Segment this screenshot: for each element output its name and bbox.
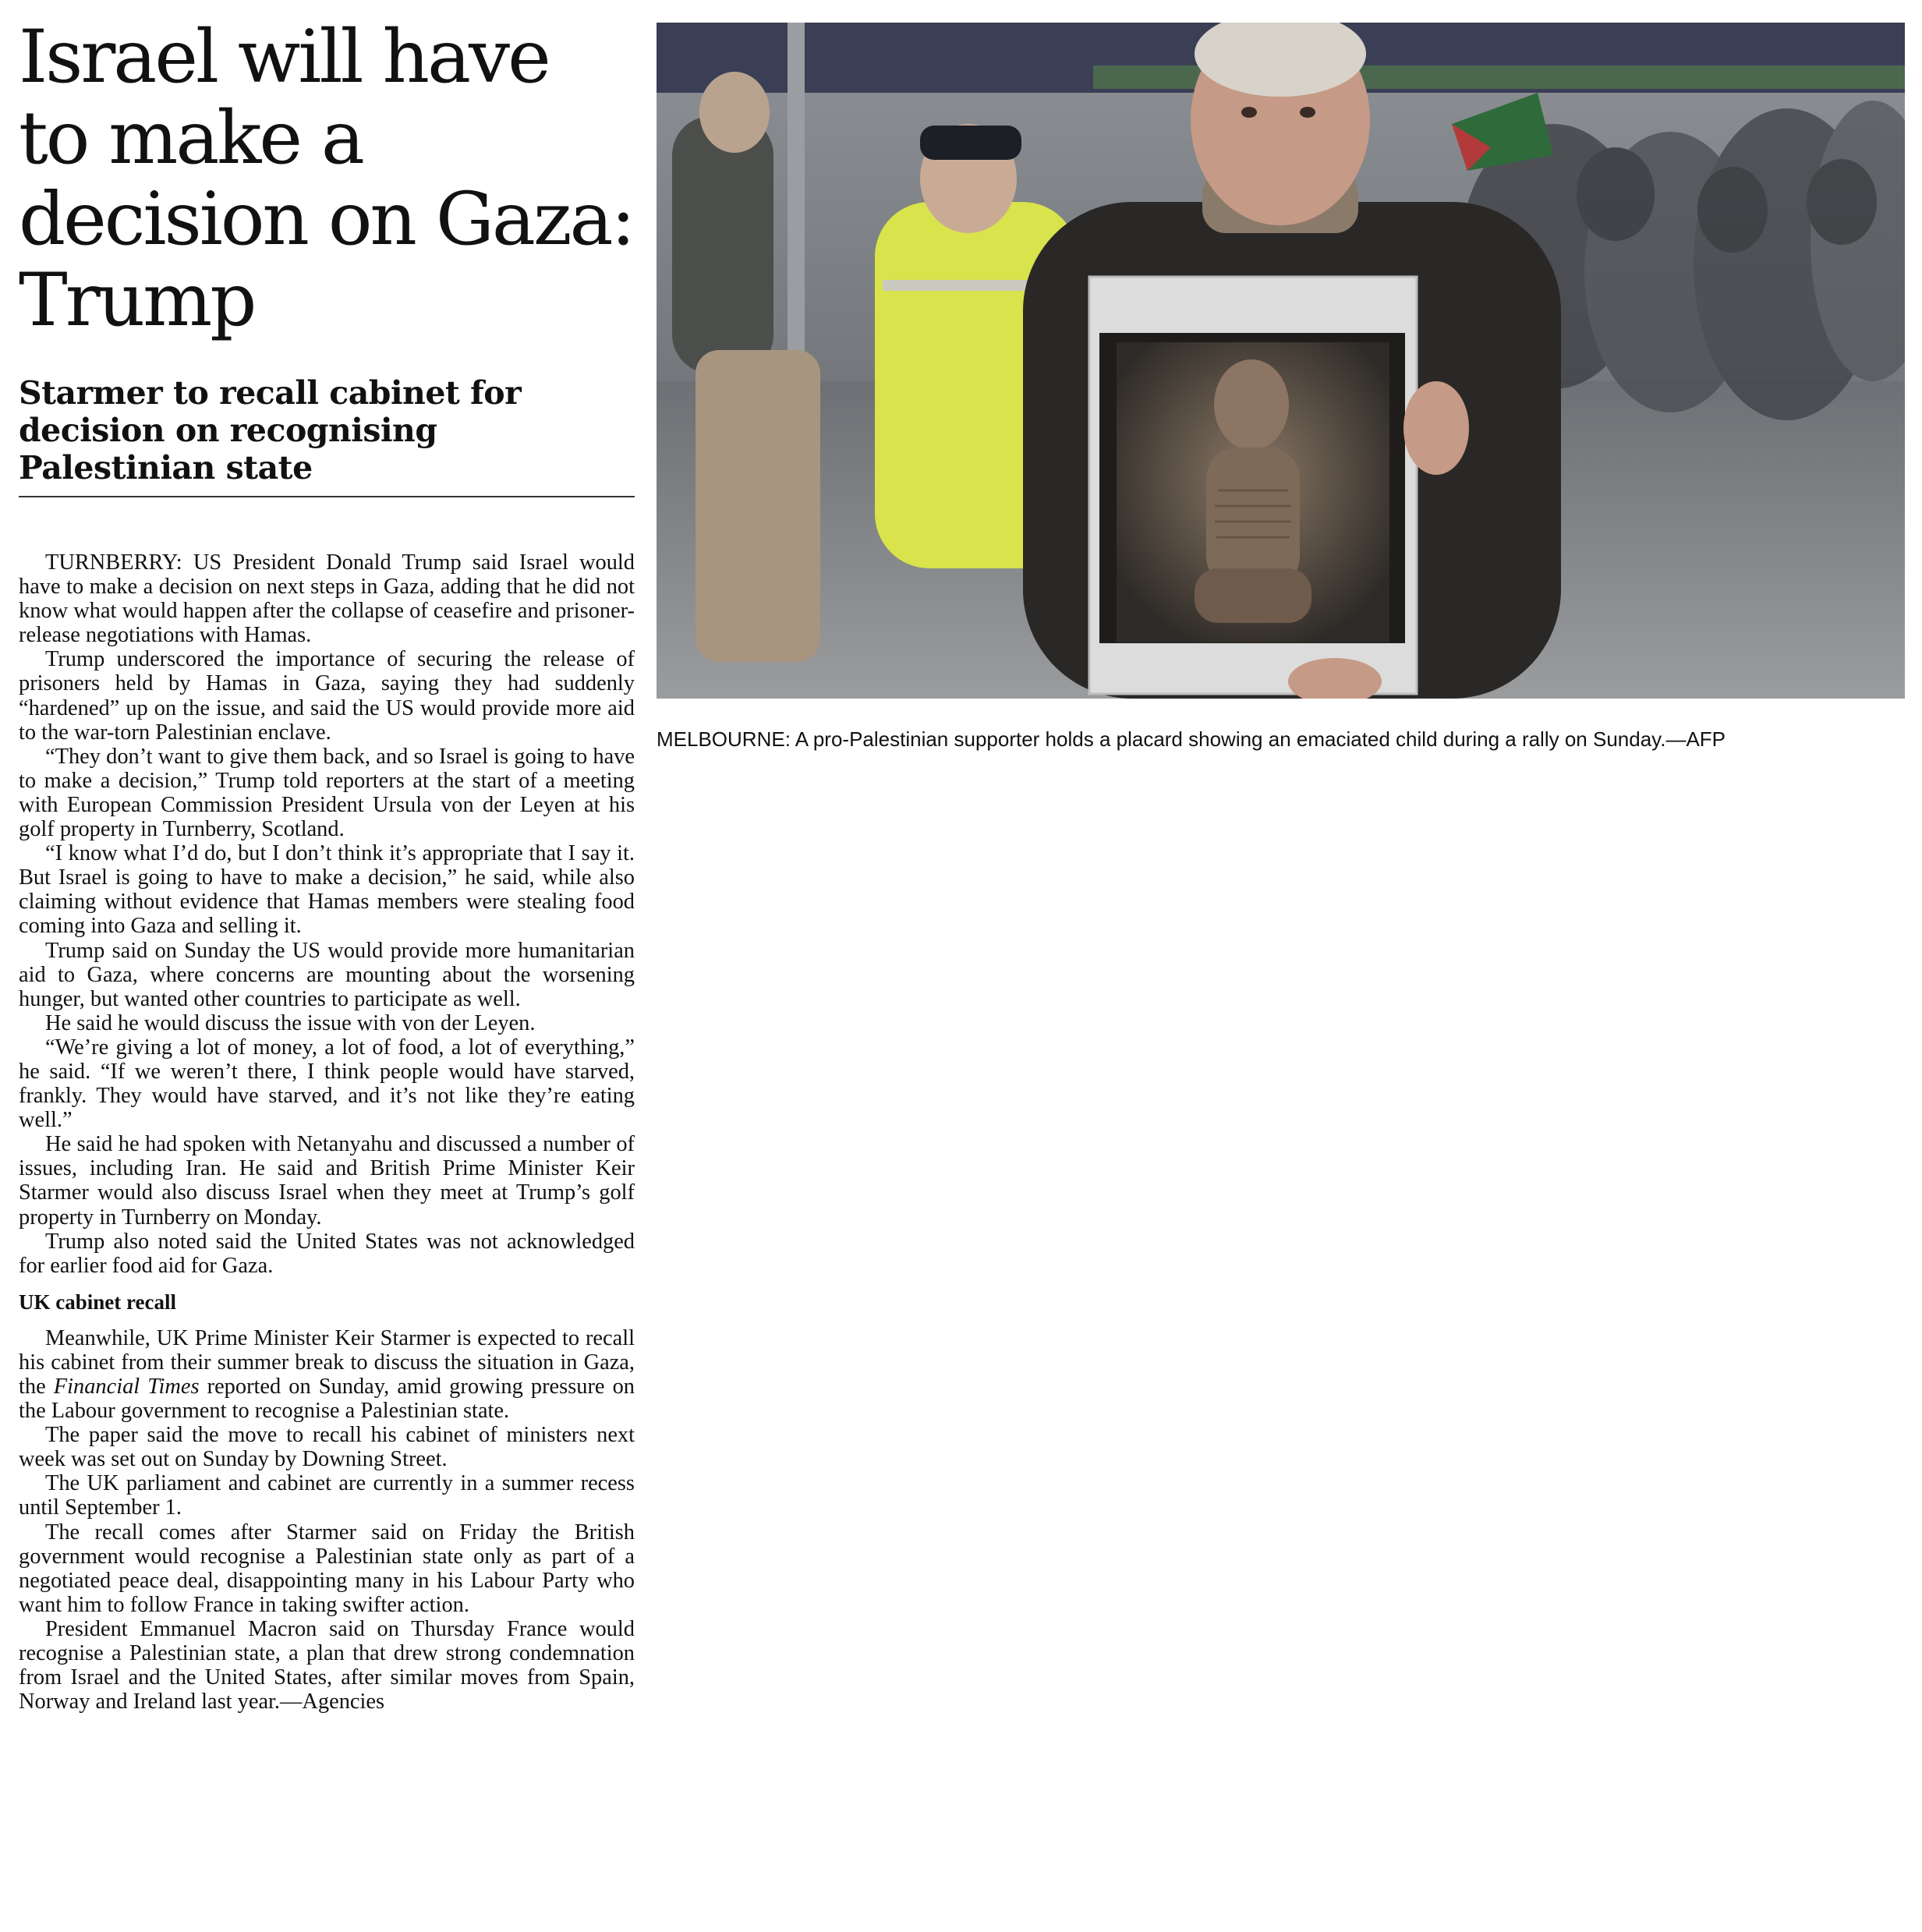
paragraph: TURNBERRY: US President Donald Trump said Israel would have to make a decision on next steps in Gaza, adding that he did not know what would happen after the collapse of ceasefire and prisoner-release negotiations with Hamas. bbox=[19, 550, 635, 648]
section-heading: UK cabinet recall bbox=[19, 1290, 176, 1314]
paragraph-text: reported on Sunday, amid growing pressure on the Labour government to recognise a Palestinian state. bbox=[19, 1375, 635, 1424]
subheadline: Starmer to recall cabinet for decision on recognising Palestinian state bbox=[19, 374, 522, 487]
paragraph bbox=[19, 1326, 635, 1423]
paragraph: The UK parliament and cabinet are currently in a summer recess until September 1. bbox=[19, 1471, 635, 1520]
paragraph: “We’re giving a lot of money, a lot of food, a lot of everything,” he said. “If we weren’t there, I think people would have starved, frankly. They would have starved, and it’s not like they’re eating well.” bbox=[19, 1035, 635, 1133]
publication-name: Financial Times bbox=[53, 1375, 200, 1399]
paragraph: Trump underscored the importance of securing the release of prisoners held by Hamas in Gaza, saying they had suddenly “hardened” up on the issue, and said the US would provide more aid to the war-torn Palestinian enclave. bbox=[19, 647, 635, 745]
paragraph: The recall comes after Starmer said on Friday the British government would recognise a Palestinian state only as part of a negotiated peace deal, disappointing many in his Labour Party who want him to follow France in taking swifter action. bbox=[19, 1520, 635, 1617]
rally-photo-illustration bbox=[657, 23, 1905, 699]
paragraph: Trump said on Sunday the US would provide more humanitarian aid to Gaza, where concerns are mounting about the worsening hunger, but wanted other countries to participate as well. bbox=[19, 938, 635, 1011]
paragraph: The paper said the move to recall his cabinet of ministers next week was set out on Sunday by Downing Street. bbox=[19, 1423, 635, 1472]
headline-rule bbox=[19, 496, 635, 497]
paragraph-text: Meanwhile, UK Prime Minister Keir Starmer is expected to recall his cabinet from their summer break to discuss the situation in Gaza, the bbox=[19, 1325, 635, 1399]
paragraph: President Emmanuel Macron said on Thursday France would recognise a Palestinian state, a plan that drew strong condemnation from Israel and the United States, after similar moves from Spain, Norway and Ireland last year.—Agencies bbox=[19, 1616, 635, 1714]
paragraph: Trump also noted said the United States was not acknowledged for earlier food aid for Gaza. bbox=[19, 1229, 635, 1278]
photo-caption: MELBOURNE: A pro-Palestinian supporter holds a placard showing an emaciated child during a rally on Sunday.—AFP bbox=[657, 727, 1726, 751]
article-column bbox=[19, 17, 635, 1714]
headline: Israel will have to make a decision on Gaza: Trump bbox=[19, 15, 634, 343]
paragraph: “I know what I’d do, but I don’t think it’s appropriate that I say it. But Israel is going to have to make a decision,” he said, while also claiming without evidence that Hamas members were stealing food coming into Gaza and selling it. bbox=[19, 841, 635, 939]
article-body bbox=[19, 550, 635, 1714]
paragraph: He said he had spoken with Netanyahu and discussed a number of issues, including Iran. He said and British Prime Minister Keir Starmer would also discuss Israel when they meet at Trump’s golf property in Turnberry on Monday. bbox=[19, 1132, 635, 1230]
paragraph: He said he would discuss the issue with von der Leyen. bbox=[45, 1010, 536, 1035]
paragraph: “They don’t want to give them back, and so Israel is going to have to make a decision,” Trump told reporters at the start of a meeting with European Commission President Ursula von der Leyen at his golf property in Turnberry, Scotland. bbox=[19, 744, 635, 842]
rally-photo bbox=[657, 23, 1905, 699]
